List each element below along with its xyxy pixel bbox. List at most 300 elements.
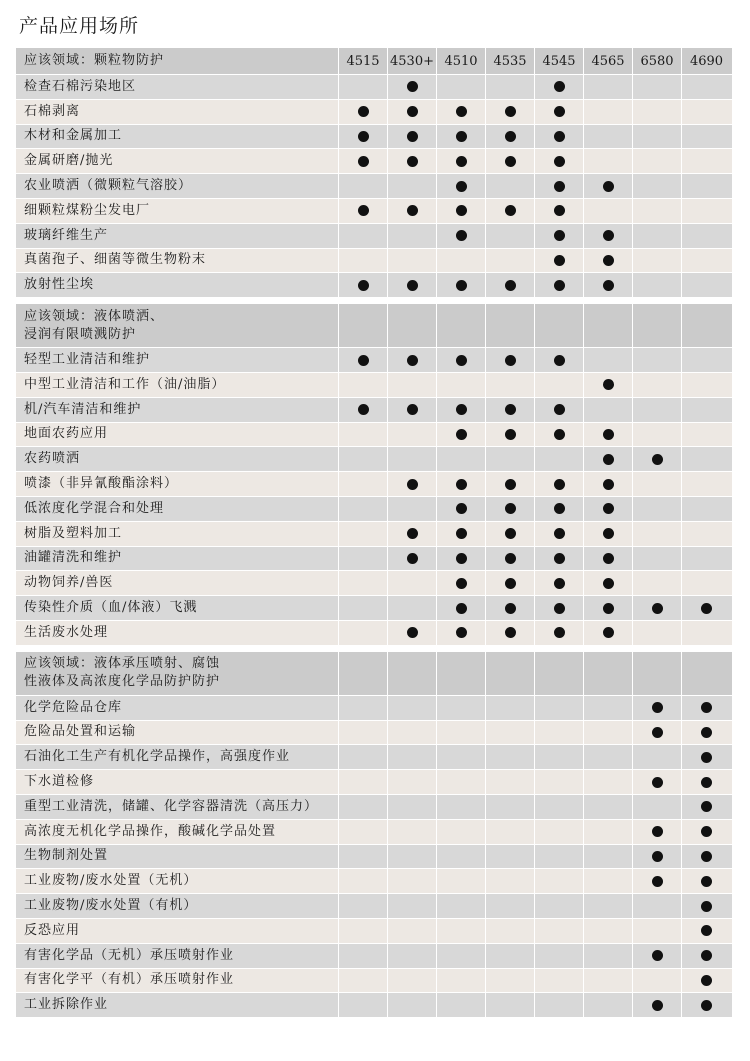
table-row — [16, 398, 732, 423]
check-dot-icon — [407, 131, 418, 142]
mark-cell — [387, 472, 436, 496]
mark-cell — [338, 894, 387, 918]
mark-cell — [632, 795, 681, 819]
check-dot-icon — [652, 950, 663, 961]
check-dot-icon — [456, 603, 467, 614]
mark-cell — [436, 571, 485, 595]
mark-cell — [583, 944, 632, 968]
column-header: 4530+ — [390, 53, 434, 69]
mark-cell — [534, 423, 583, 447]
mark-cell — [485, 745, 534, 769]
mark-cell — [583, 795, 632, 819]
mark-cell — [436, 149, 485, 173]
check-dot-icon — [603, 379, 614, 390]
table-row — [16, 423, 732, 448]
header-cell — [485, 304, 534, 347]
header-cell — [534, 48, 583, 74]
check-dot-icon — [701, 975, 712, 986]
mark-cell — [387, 224, 436, 248]
mark-cell — [632, 993, 681, 1017]
mark-cell — [436, 721, 485, 745]
header-cell — [485, 652, 534, 695]
check-dot-icon — [505, 205, 516, 216]
mark-cell — [534, 894, 583, 918]
row-label: 有害化学平（有机）承压喷射作业 — [24, 972, 235, 988]
mark-cell — [338, 447, 387, 471]
check-dot-icon — [603, 454, 614, 465]
check-dot-icon — [603, 280, 614, 291]
mark-cell — [534, 795, 583, 819]
mark-cell — [681, 571, 731, 595]
table-row — [16, 696, 732, 721]
mark-cell — [583, 869, 632, 893]
mark-cell — [338, 745, 387, 769]
table-row — [16, 224, 732, 249]
mark-cell — [387, 571, 436, 595]
mark-cell — [632, 721, 681, 745]
header-cell — [485, 48, 534, 74]
mark-cell — [632, 770, 681, 794]
section-header-row — [16, 48, 732, 75]
mark-cell — [681, 993, 731, 1017]
check-dot-icon — [652, 702, 663, 713]
row-label: 地面农药应用 — [24, 426, 109, 442]
column-header: 4690 — [689, 53, 724, 69]
mark-cell — [485, 398, 534, 422]
check-dot-icon — [358, 404, 369, 415]
mark-cell — [338, 249, 387, 273]
mark-cell — [436, 224, 485, 248]
row-label: 下水道检修 — [24, 774, 95, 790]
check-dot-icon — [407, 205, 418, 216]
mark-cell — [583, 696, 632, 720]
mark-cell — [681, 845, 731, 869]
mark-cell — [583, 969, 632, 993]
table-row — [16, 795, 732, 820]
mark-cell — [338, 472, 387, 496]
mark-cell — [338, 174, 387, 198]
check-dot-icon — [358, 280, 369, 291]
mark-cell — [485, 224, 534, 248]
mark-cell — [534, 497, 583, 521]
mark-cell — [583, 149, 632, 173]
mark-cell — [436, 596, 485, 620]
mark-cell — [387, 770, 436, 794]
row-label: 木材和金属加工 — [24, 128, 123, 144]
mark-cell — [583, 571, 632, 595]
check-dot-icon — [701, 801, 712, 812]
row-label: 石油化工生产有机化学品操作，高强度作业 — [24, 749, 291, 765]
mark-cell — [632, 696, 681, 720]
mark-cell — [583, 596, 632, 620]
mark-cell — [485, 820, 534, 844]
check-dot-icon — [456, 230, 467, 241]
header-cell — [632, 304, 681, 347]
mark-cell — [632, 249, 681, 273]
table-row — [16, 149, 732, 174]
mark-cell — [387, 919, 436, 943]
mark-cell — [436, 273, 485, 297]
check-dot-icon — [554, 404, 565, 415]
section-1 — [16, 48, 732, 298]
check-dot-icon — [701, 1000, 712, 1011]
mark-cell — [583, 75, 632, 99]
mark-cell — [534, 993, 583, 1017]
table-row — [16, 969, 732, 994]
check-dot-icon — [505, 528, 516, 539]
check-dot-icon — [407, 81, 418, 92]
mark-cell — [681, 100, 731, 124]
column-header: 4565 — [591, 53, 625, 69]
mark-cell — [485, 894, 534, 918]
check-dot-icon — [701, 752, 712, 763]
check-dot-icon — [456, 181, 467, 192]
mark-cell — [534, 869, 583, 893]
check-dot-icon — [652, 454, 663, 465]
table-row — [16, 869, 732, 894]
mark-cell — [485, 571, 534, 595]
mark-cell — [583, 721, 632, 745]
mark-cell — [632, 199, 681, 223]
check-dot-icon — [603, 181, 614, 192]
mark-cell — [436, 845, 485, 869]
row-label: 真菌孢子、细菌等微生物粉末 — [24, 252, 207, 268]
header-cell — [632, 652, 681, 695]
mark-cell — [485, 919, 534, 943]
row-label: 化学危险品仓库 — [24, 699, 123, 715]
section-header-row — [16, 652, 732, 696]
mark-cell — [583, 249, 632, 273]
mark-cell — [681, 869, 731, 893]
mark-cell — [681, 423, 731, 447]
row-label: 检查石棉污染地区 — [24, 78, 137, 94]
mark-cell — [534, 447, 583, 471]
mark-cell — [681, 249, 731, 273]
check-dot-icon — [407, 479, 418, 490]
section-header-label: 应该领域：颗粒物防护 — [24, 53, 165, 68]
mark-cell — [583, 770, 632, 794]
mark-cell — [583, 547, 632, 571]
mark-cell — [338, 125, 387, 149]
mark-cell — [534, 75, 583, 99]
check-dot-icon — [407, 106, 418, 117]
mark-cell — [632, 547, 681, 571]
mark-cell — [436, 249, 485, 273]
check-dot-icon — [554, 205, 565, 216]
mark-cell — [632, 571, 681, 595]
mark-cell — [338, 398, 387, 422]
check-dot-icon — [358, 205, 369, 216]
check-dot-icon — [554, 156, 565, 167]
table-row — [16, 745, 732, 770]
check-dot-icon — [603, 578, 614, 589]
check-dot-icon — [456, 131, 467, 142]
mark-cell — [681, 696, 731, 720]
check-dot-icon — [554, 479, 565, 490]
mark-cell — [387, 174, 436, 198]
column-header: 4535 — [493, 53, 527, 69]
mark-cell — [436, 795, 485, 819]
mark-cell — [534, 770, 583, 794]
mark-cell — [387, 547, 436, 571]
column-header: 4510 — [444, 53, 478, 69]
row-label: 喷漆（非异氰酸酯涂料） — [24, 476, 179, 492]
mark-cell — [387, 273, 436, 297]
table-row — [16, 820, 732, 845]
row-label: 中型工业清洁和工作（油/油脂） — [24, 376, 226, 392]
section-2 — [16, 304, 732, 646]
mark-cell — [583, 894, 632, 918]
check-dot-icon — [456, 528, 467, 539]
mark-cell — [485, 547, 534, 571]
table-row — [16, 174, 732, 199]
check-dot-icon — [456, 429, 467, 440]
header-cell — [632, 48, 681, 74]
table-row — [16, 571, 732, 596]
mark-cell — [338, 273, 387, 297]
mark-cell — [485, 125, 534, 149]
mark-cell — [632, 125, 681, 149]
mark-cell — [534, 249, 583, 273]
mark-cell — [534, 571, 583, 595]
check-dot-icon — [554, 81, 565, 92]
mark-cell — [387, 522, 436, 546]
row-label: 重型工业清洗，储罐、化学容器清洗（高压力） — [24, 798, 319, 814]
mark-cell — [485, 869, 534, 893]
mark-cell — [485, 199, 534, 223]
check-dot-icon — [701, 777, 712, 788]
mark-cell — [485, 373, 534, 397]
check-dot-icon — [554, 429, 565, 440]
mark-cell — [387, 398, 436, 422]
mark-cell — [387, 596, 436, 620]
row-label: 动物饲养/兽医 — [24, 575, 114, 591]
mark-cell — [583, 845, 632, 869]
mark-cell — [632, 423, 681, 447]
table-row — [16, 919, 732, 944]
mark-cell — [338, 100, 387, 124]
check-dot-icon — [505, 355, 516, 366]
check-dot-icon — [701, 925, 712, 936]
table-row — [16, 273, 732, 298]
check-dot-icon — [358, 156, 369, 167]
mark-cell — [485, 75, 534, 99]
mark-cell — [681, 522, 731, 546]
mark-cell — [387, 125, 436, 149]
mark-cell — [632, 745, 681, 769]
mark-cell — [338, 969, 387, 993]
mark-cell — [681, 770, 731, 794]
mark-cell — [681, 795, 731, 819]
check-dot-icon — [554, 355, 565, 366]
mark-cell — [681, 273, 731, 297]
mark-cell — [387, 944, 436, 968]
mark-cell — [583, 472, 632, 496]
row-label: 传染性介质（血/体液）飞溅 — [24, 600, 198, 616]
mark-cell — [338, 944, 387, 968]
application-table — [16, 48, 732, 1018]
mark-cell — [534, 199, 583, 223]
mark-cell — [632, 273, 681, 297]
column-header: 6580 — [640, 53, 674, 69]
check-dot-icon — [554, 230, 565, 241]
check-dot-icon — [701, 876, 712, 887]
table-row — [16, 249, 732, 274]
mark-cell — [681, 621, 731, 645]
mark-cell — [485, 273, 534, 297]
mark-cell — [681, 447, 731, 471]
mark-cell — [338, 75, 387, 99]
mark-cell — [338, 571, 387, 595]
page-title: 产品应用场所 — [19, 15, 140, 37]
mark-cell — [681, 969, 731, 993]
mark-cell — [583, 199, 632, 223]
mark-cell — [681, 398, 731, 422]
table-row — [16, 522, 732, 547]
check-dot-icon — [603, 230, 614, 241]
row-label: 放射性尘埃 — [24, 277, 95, 293]
check-dot-icon — [701, 826, 712, 837]
mark-cell — [387, 497, 436, 521]
mark-cell — [583, 373, 632, 397]
mark-cell — [583, 174, 632, 198]
mark-cell — [632, 919, 681, 943]
check-dot-icon — [603, 528, 614, 539]
mark-cell — [436, 75, 485, 99]
mark-cell — [387, 721, 436, 745]
check-dot-icon — [456, 578, 467, 589]
check-dot-icon — [456, 404, 467, 415]
table-row — [16, 497, 732, 522]
mark-cell — [338, 373, 387, 397]
mark-cell — [632, 869, 681, 893]
mark-cell — [534, 944, 583, 968]
check-dot-icon — [554, 553, 565, 564]
row-label: 生物制剂处置 — [24, 848, 109, 864]
mark-cell — [583, 745, 632, 769]
mark-cell — [534, 125, 583, 149]
header-cell — [681, 48, 731, 74]
mark-cell — [681, 224, 731, 248]
check-dot-icon — [407, 528, 418, 539]
mark-cell — [632, 224, 681, 248]
check-dot-icon — [456, 627, 467, 638]
mark-cell — [534, 621, 583, 645]
mark-cell — [534, 547, 583, 571]
check-dot-icon — [554, 131, 565, 142]
header-cell — [387, 48, 436, 74]
mark-cell — [338, 199, 387, 223]
check-dot-icon — [701, 851, 712, 862]
mark-cell — [387, 993, 436, 1017]
mark-cell — [681, 547, 731, 571]
check-dot-icon — [554, 255, 565, 266]
mark-cell — [681, 894, 731, 918]
mark-cell — [387, 869, 436, 893]
row-label: 轻型工业清洁和维护 — [24, 352, 151, 368]
mark-cell — [338, 795, 387, 819]
row-label: 机/汽车清洁和维护 — [24, 401, 142, 417]
mark-cell — [485, 497, 534, 521]
mark-cell — [534, 348, 583, 372]
mark-cell — [485, 721, 534, 745]
mark-cell — [485, 770, 534, 794]
mark-cell — [485, 944, 534, 968]
check-dot-icon — [505, 156, 516, 167]
mark-cell — [681, 199, 731, 223]
mark-cell — [632, 75, 681, 99]
mark-cell — [534, 745, 583, 769]
mark-cell — [387, 348, 436, 372]
row-label: 玻璃纤维生产 — [24, 227, 109, 243]
mark-cell — [583, 100, 632, 124]
table-row — [16, 770, 732, 795]
mark-cell — [436, 993, 485, 1017]
header-cell — [583, 304, 632, 347]
mark-cell — [436, 770, 485, 794]
mark-cell — [485, 472, 534, 496]
mark-cell — [436, 423, 485, 447]
mark-cell — [632, 944, 681, 968]
header-cell — [338, 48, 387, 74]
mark-cell — [632, 100, 681, 124]
mark-cell — [436, 497, 485, 521]
mark-cell — [387, 621, 436, 645]
header-cell — [387, 652, 436, 695]
row-label: 高浓度无机化学品操作，酸碱化学品处置 — [24, 823, 277, 839]
row-label: 农业喷洒（微颗粒气溶胶） — [24, 178, 193, 194]
header-cell — [436, 304, 485, 347]
header-cell — [583, 652, 632, 695]
table-row — [16, 75, 732, 100]
mark-cell — [534, 820, 583, 844]
mark-cell — [436, 174, 485, 198]
mark-cell — [338, 721, 387, 745]
mark-cell — [436, 472, 485, 496]
table-row — [16, 944, 732, 969]
mark-cell — [338, 845, 387, 869]
mark-cell — [485, 249, 534, 273]
check-dot-icon — [505, 106, 516, 117]
row-label: 反恐应用 — [24, 922, 81, 938]
table-row — [16, 125, 732, 150]
mark-cell — [338, 993, 387, 1017]
mark-cell — [387, 894, 436, 918]
mark-cell — [436, 100, 485, 124]
check-dot-icon — [603, 627, 614, 638]
mark-cell — [681, 919, 731, 943]
check-dot-icon — [554, 280, 565, 291]
check-dot-icon — [505, 429, 516, 440]
check-dot-icon — [505, 553, 516, 564]
mark-cell — [534, 398, 583, 422]
mark-cell — [632, 522, 681, 546]
check-dot-icon — [358, 131, 369, 142]
mark-cell — [534, 919, 583, 943]
mark-cell — [338, 820, 387, 844]
check-dot-icon — [701, 702, 712, 713]
mark-cell — [583, 919, 632, 943]
mark-cell — [436, 522, 485, 546]
mark-cell — [338, 547, 387, 571]
mark-cell — [632, 149, 681, 173]
row-label: 细颗粒煤粉尘发电厂 — [24, 202, 151, 218]
mark-cell — [485, 423, 534, 447]
mark-cell — [534, 845, 583, 869]
table-row — [16, 373, 732, 398]
check-dot-icon — [554, 603, 565, 614]
mark-cell — [534, 969, 583, 993]
